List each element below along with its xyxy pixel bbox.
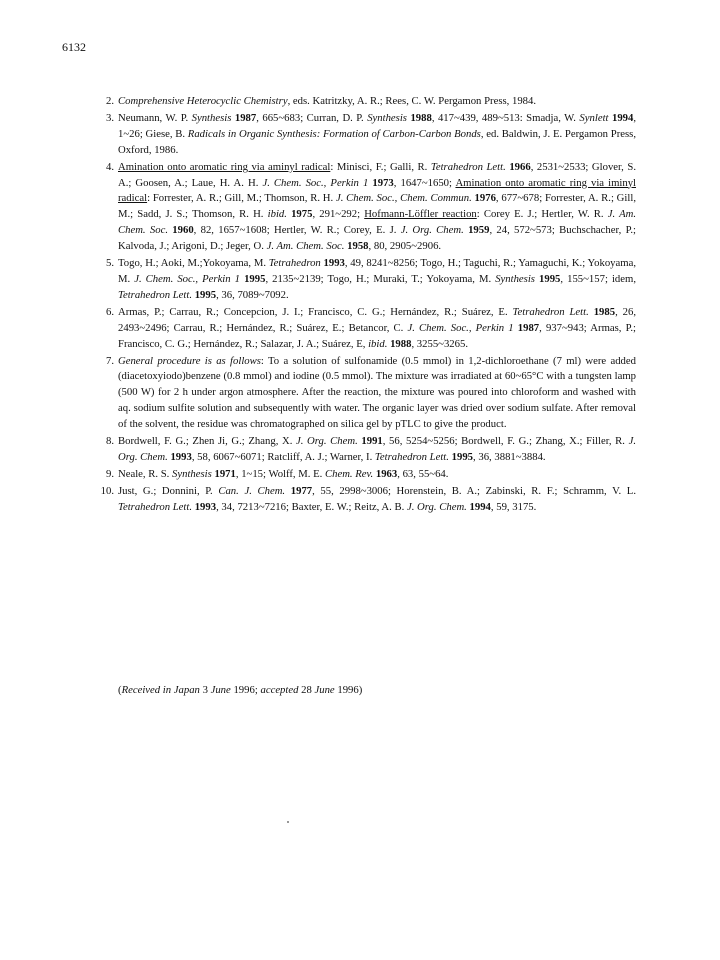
- text-run: , 36, 3881~3884.: [473, 450, 546, 463]
- text-run: , eds. Katritzky, A. R.; Rees, C. W. Pergamon Press, 1984.: [287, 95, 537, 107]
- reference-number: 6.: [105, 305, 114, 318]
- text-run: : Minisci, F.; Galli, R.: [330, 160, 431, 173]
- text-run: : Corey E. J.; Hertler, W. R.: [476, 208, 608, 221]
- text-run: 28: [298, 684, 315, 696]
- text-run: Chem. Rev.: [325, 467, 374, 480]
- text-run: J. Am. Chem. Soc.: [266, 240, 345, 253]
- text-run: J. Chem. Soc., Perkin 1: [262, 176, 369, 189]
- text-run: 1963: [375, 467, 398, 480]
- reference-item: [100, 484, 637, 516]
- text-run: , 155~157; idem,: [560, 272, 636, 285]
- text-run: 1995: [194, 288, 217, 301]
- text-run: 1993: [323, 257, 345, 270]
- text-run: Tetrahedron Lett.: [430, 160, 506, 173]
- text-run: Neumann, W. P.: [118, 111, 192, 124]
- text-run: 1966: [509, 160, 531, 173]
- text-run: General procedure is as follows: [118, 354, 261, 367]
- text-run: Tetrahedron: [268, 257, 321, 270]
- text-run: , ed. Baldwin, J. E. Pergamon Press, Oxford, 1986.: [118, 127, 636, 156]
- text-run: Just, G.; Donnini, P.: [118, 484, 219, 497]
- reference-text: [118, 111, 636, 159]
- reference-number: 5.: [105, 257, 114, 270]
- text-run: accepted: [260, 684, 299, 696]
- text-run: J. Chem. Soc., Perkin 1: [407, 321, 514, 334]
- text-run: Synthesis: [172, 467, 212, 480]
- text-run: , 82, 1657~1608; Hertler, W. R.; Corey, E. J.: [193, 224, 401, 237]
- text-run: 1973: [372, 176, 394, 189]
- reference-item: [105, 305, 637, 353]
- reference-number: 3.: [105, 111, 114, 124]
- text-run: : Forrester, A. R.; Gill, M.; Thomson, R. H.: [147, 192, 336, 205]
- text-run: Tetrahedron Lett.: [118, 288, 193, 301]
- text-run: , 59, 3175.: [490, 500, 537, 513]
- reference-number: 7.: [105, 354, 114, 367]
- text-run: (: [118, 684, 122, 696]
- text-run: J. Am. Chem. Soc.: [118, 208, 636, 237]
- text-run: 1993: [170, 450, 192, 463]
- text-run: J. Org. Chem.: [296, 435, 358, 448]
- text-run: 1995: [539, 272, 561, 285]
- text-run: 1994: [469, 500, 491, 513]
- text-run: 1987: [234, 111, 257, 124]
- text-run: 1960: [172, 224, 194, 237]
- received-note: [118, 684, 362, 696]
- reference-number: 2.: [105, 95, 114, 107]
- text-run: J. Org. Chem.: [400, 224, 464, 237]
- text-run: 1977: [290, 484, 313, 497]
- reference-text: [118, 467, 636, 483]
- reference-text: [118, 354, 636, 434]
- reference-item: [105, 111, 637, 159]
- text-run: 1996;: [230, 684, 261, 696]
- reference-text: [118, 434, 636, 466]
- text-run: , 2531~2533; Glover, S. A.; Goosen, A.; Laue, H. A. H.: [118, 160, 636, 189]
- text-run: , 3255~3265.: [411, 337, 468, 350]
- text-run: 1987: [517, 321, 540, 334]
- page-number: 6132: [62, 40, 86, 54]
- reference-text: [118, 94, 636, 110]
- reference-item: [105, 467, 636, 483]
- text-run: Received in Japan: [121, 684, 200, 696]
- text-run: Amination onto aromatic ring via aminyl radical: [118, 160, 331, 173]
- text-run: , 26, 2493~2496; Carrau, R.; Hernández, R.; Suárez, E.; Betancor, C.: [118, 305, 637, 334]
- text-run: 1958: [347, 240, 369, 253]
- reference-text: [118, 484, 636, 516]
- text-run: Synthesis: [495, 272, 535, 285]
- text-run: , 34, 7213~7216; Baxter, E. W.; Reitz, A. B.: [216, 500, 407, 513]
- text-run: Tetrahedron Lett.: [118, 500, 193, 513]
- text-run: Radicals in Organic Synthesis: Formation of Carbon-Carbon Bonds: [187, 127, 481, 140]
- text-run: , 417~439, 489~513: Smadja, W.: [431, 111, 580, 124]
- text-run: , 58, 6067~6071; Ratcliff, A. J.; Warner, I.: [191, 450, 375, 463]
- text-run: Synthesis: [367, 111, 407, 124]
- text-run: Comprehensive Heterocyclic Chemistry: [118, 95, 288, 107]
- reference-list: [100, 94, 637, 517]
- text-run: : To a solution of sulfonamide (0.5 mmol) in 1,2-dichloroethane (7 ml) were added (diacetoxyiodo)benzene (0.8 mmol) and iodine (0.5 mmol). The mixture was irradiated at 60~65°C with a tungsten lamp (500 W) for 2 h under argon atmosphere. After the reaction, the mixture was poured into chloroform and washed with aq. sodium sulfite solution and subsequently with water. The organic layer was dried over sodium sulfate. After removal of the solvent, the residue was chromatographed on silica gel by pTLC to give the product.: [118, 354, 636, 431]
- text-run: 1971: [214, 467, 236, 480]
- text-run: ibid.: [368, 337, 388, 350]
- text-run: J. Org. Chem.: [406, 500, 467, 513]
- scan-speck: [287, 821, 289, 823]
- text-run: 1975: [291, 208, 313, 221]
- text-run: , 291~292;: [312, 208, 365, 221]
- text-run: Armas, P.; Carrau, R.; Concepcion, J. I.; Francisco, C. G.; Hernández, R.; Suárez, E.: [118, 305, 513, 318]
- text-run: 1995: [244, 272, 266, 285]
- text-run: , 1~15; Wolff, M. E.: [235, 467, 325, 480]
- text-run: Togo, H.; Aoki, M.;Yokoyama, M.: [118, 257, 269, 270]
- reference-number: 8.: [105, 435, 114, 448]
- reference-number: 9.: [105, 467, 114, 480]
- text-run: Hofmann-Löffler reaction: [364, 208, 477, 221]
- text-run: 1959: [468, 224, 490, 237]
- text-run: 1976: [474, 192, 496, 205]
- text-run: ibid.: [267, 208, 287, 221]
- reference-item: [105, 256, 637, 304]
- text-run: J. Chem. Soc., Chem. Commun.: [335, 192, 472, 205]
- text-run: , 1~26; Giese, B.: [118, 111, 637, 140]
- text-run: Bordwell, F. G.; Zhen Ji, G.; Zhang, X.: [118, 435, 296, 448]
- reference-item: [105, 434, 636, 466]
- text-run: Neale, R. S.: [118, 467, 173, 480]
- text-run: 1988: [410, 111, 432, 124]
- text-run: 1993: [194, 500, 217, 513]
- text-run: 1991: [361, 435, 383, 448]
- text-run: Amination onto aromatic ring via iminyl radical: [118, 176, 637, 205]
- text-run: , 55, 2998~3006; Horenstein, B. A.; Zabinski, R. F.; Schramm, V. L.: [312, 484, 637, 497]
- text-run: Can. J. Chem.: [218, 484, 286, 497]
- text-run: J. Chem. Soc., Perkin 1: [134, 272, 241, 285]
- text-run: , 2135~2139; Togo, H.; Muraki, T.; Yokoyama, M.: [265, 272, 496, 285]
- text-run: June: [314, 684, 335, 696]
- reference-text: [118, 160, 636, 255]
- text-run: 1996): [334, 684, 363, 696]
- text-run: J. Org. Chem.: [118, 435, 636, 463]
- text-run: , 677~678; Forrester, A. R.; Gill, M.; Sadd, J. S.; Thomson, R. H.: [118, 192, 636, 221]
- text-run: , 937~943; Armas, P.; Francisco, C. G.; Hernández, R.; Salazar, J. A.; Suárez, E,: [118, 321, 636, 350]
- reference-text: [118, 256, 636, 304]
- reference-item: [105, 160, 637, 255]
- text-run: , 63, 55~64.: [397, 467, 449, 480]
- text-run: 1995: [451, 450, 473, 463]
- reference-item: [105, 354, 636, 434]
- reference-number: 4.: [105, 160, 114, 173]
- text-run: Synlett: [579, 111, 609, 124]
- reference-item: [105, 94, 636, 110]
- text-run: 3: [199, 684, 211, 696]
- text-run: , 56, 5254~5256; Bordwell, F. G.; Zhang, X.; Filler, R.: [382, 435, 629, 448]
- text-run: , 665~683; Curran, D. P.: [256, 111, 368, 124]
- text-run: 1994: [611, 111, 634, 124]
- text-run: , 49, 8241~8256; Togo, H.; Taguchi, R.; Yamaguchi, K.; Yokoyama, M.: [118, 257, 637, 285]
- text-run: Tetrahedron Lett.: [374, 450, 449, 463]
- text-run: 1988: [390, 337, 412, 350]
- text-run: , 80, 2905~2906.: [368, 240, 442, 253]
- text-run: , 36, 7089~7092.: [216, 288, 289, 301]
- text-run: , 24, 572~573; Buchschacher, P.; Kalvoda, J.; Arigoni, D.; Jeger, O.: [118, 224, 636, 253]
- text-run: June: [210, 684, 231, 696]
- text-run: 1985: [593, 305, 616, 318]
- text-run: Tetrahedron Lett.: [512, 305, 589, 318]
- reference-text: [118, 305, 636, 353]
- reference-number: 10.: [100, 484, 114, 497]
- text-run: Synthesis: [191, 111, 232, 124]
- text-run: , 1647~1650;: [393, 176, 456, 189]
